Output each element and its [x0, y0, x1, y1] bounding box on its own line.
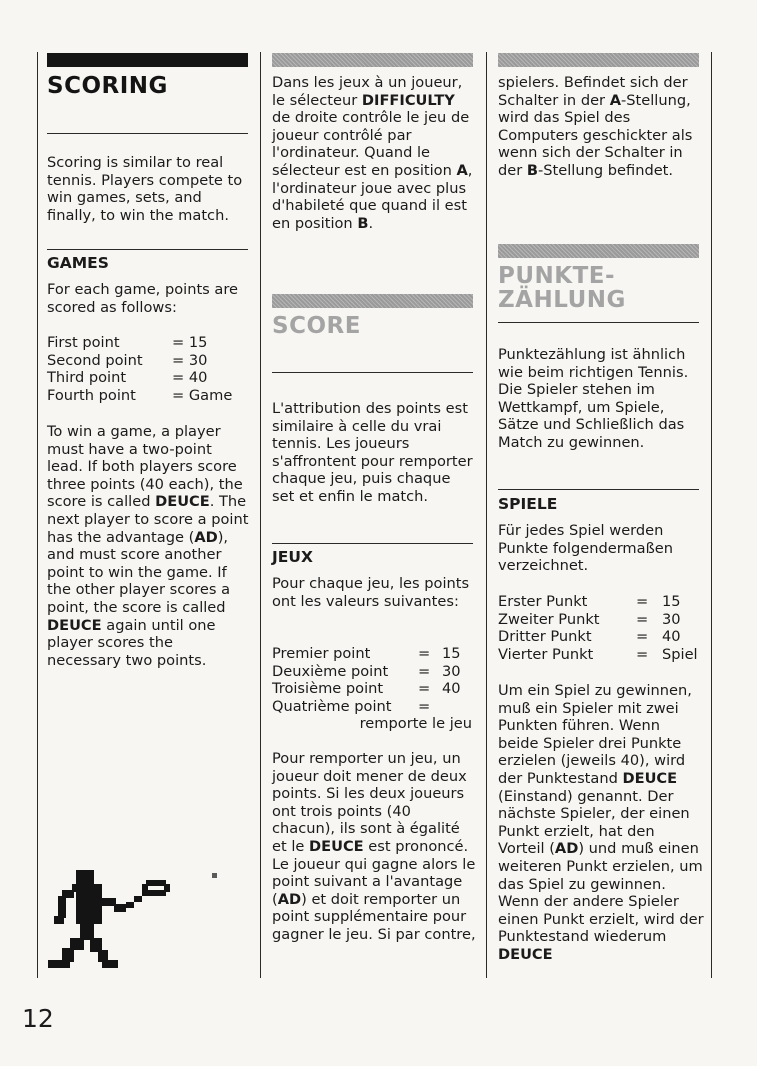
text-run: -Stellung, wird das Spiel des Computers geschickter als wenn sich der Schalter in der	[498, 91, 693, 179]
english-points-table	[47, 334, 253, 404]
points-row-eq: =	[636, 610, 649, 628]
spiele-rule	[498, 489, 699, 490]
text-run: .	[368, 214, 374, 232]
jeux-rule	[272, 543, 473, 544]
points-row-value: = 30	[172, 351, 208, 369]
points-row-label: Dritter Punkt	[498, 628, 592, 646]
german-title-rule	[498, 322, 699, 323]
text-run: ) und muß einen weiteren Punkt erzielen, um das Spiel zu gewinnen. Wenn der andere Spieler einen Punkt erzielt, wird der Punktestand wiederum	[498, 840, 704, 946]
text-run: . The next player to score a point has the advantage (	[47, 493, 249, 546]
text-run: Dans les jeux à un joueur, le sélecteur	[272, 74, 463, 109]
points-row-label: Erster Punkt	[498, 593, 588, 610]
points-row-eq: =	[636, 645, 649, 663]
term-a: A	[456, 161, 468, 179]
points-row-eq: =	[418, 662, 431, 680]
german-continuation	[498, 74, 704, 180]
german-rules	[498, 682, 704, 964]
jeux-heading: JEUX	[272, 548, 313, 566]
points-row-value: Spiel	[662, 645, 698, 663]
tennis-player-illustration	[46, 868, 221, 978]
spiele-intro: Für jedes Spiel werden Punkte folgendermaßen verzeichnet.	[498, 522, 674, 575]
points-row-label: Third point	[47, 369, 127, 387]
text-run: -Stellung befindet.	[538, 161, 674, 179]
english-intro: Scoring is similar to real tennis. Players compete to win games, sets, and finally, to win the match.	[47, 154, 243, 224]
points-row-value: 30	[662, 610, 681, 628]
text-run: (Einstand) genannt. Der nächste Spieler, der einen Punkt erzielt, hat den Vorteil (	[498, 787, 690, 858]
text-run: , l'ordinateur joue avec plus d'habileté que quand il est en position	[272, 161, 473, 232]
term-deuce: DEUCE	[498, 945, 553, 963]
points-row-label: Quatrième point	[272, 697, 392, 715]
english-title-rule	[47, 133, 248, 134]
column-divider-right	[711, 52, 712, 978]
points-row-label: Second point	[47, 351, 143, 369]
french-points-table	[272, 645, 472, 715]
french-continuation	[272, 74, 476, 232]
spiele-heading: SPIELE	[498, 495, 558, 513]
term-ad: AD	[277, 890, 302, 908]
points-row-label: Fourth point	[47, 386, 136, 404]
points-row-value	[442, 698, 472, 716]
points-row-eq: =	[418, 680, 431, 698]
term-deuce: DEUCE	[309, 837, 364, 855]
column-divider-1	[260, 52, 261, 978]
points-row-value: = 40	[172, 369, 208, 387]
points-row-eq: =	[636, 593, 649, 610]
points-row-value: = 15	[172, 334, 208, 351]
games-intro: For each game, points are scored as follows:	[47, 281, 239, 316]
jeux-intro: Pour chaque jeu, les points ont les valeurs suivantes:	[272, 575, 470, 610]
games-heading: GAMES	[47, 254, 109, 272]
term-deuce: DEUCE	[622, 769, 678, 787]
term-deuce: DEUCE	[155, 493, 210, 511]
points-row-value: 40	[442, 680, 461, 698]
term-ad: AD	[554, 840, 579, 858]
points-row-eq: =	[418, 645, 431, 662]
section-bar-english	[47, 53, 248, 67]
text-run: de droite contrôle le jeu de joueur contrôlé par l'ordinateur. Quand le sélecteur est en position	[272, 109, 470, 179]
french-intro: L'attribution des points est similaire à celle du vrai tennis. Les joueurs s'affrontent pour remporter chaque jeu, puis chaque set et enfin le match.	[272, 400, 473, 505]
term-difficulty: DIFFICULTY	[361, 91, 455, 109]
german-title-line: PUNKTE-	[498, 263, 616, 289]
section-bar-german	[498, 244, 699, 258]
column-divider-2	[486, 52, 487, 978]
german-intro: Punktezählung ist ähnlich wie beim richtigen Tennis. Die Spieler stehen im Wettkampf, um Spiele, Sätze und Schließlich das Match zu gewinnen.	[498, 346, 689, 451]
games-rule	[47, 249, 248, 250]
points-row-value: 15	[662, 593, 681, 610]
points-row-eq: =	[418, 697, 431, 715]
points-row-value: 15	[442, 645, 461, 662]
text-run: est prononcé. Le joueur qui gagne alors le point suivant a l'avantage (	[272, 837, 476, 908]
points-row-label: Zweiter Punkt	[498, 610, 600, 628]
text-run: ), and must score another point to win the game. If the other player scores a point, the score is called	[47, 528, 231, 616]
points-row-value: = Game	[172, 386, 233, 404]
text-run: again until one player scores the necessary two points.	[47, 616, 216, 669]
points-row-label: Troisième point	[272, 680, 384, 698]
french-rules	[272, 750, 476, 944]
text-run: Pour remporter un jeu, un joueur doit mener de deux points. Si les deux joueurs ont trois points (40 chacun), ils sont à égalité et le	[272, 750, 467, 855]
column-divider-left	[37, 52, 38, 978]
english-rules	[47, 423, 251, 669]
text-run: To win a game, a player must have a two-point lead. If both players score three points (40 each), the score is called	[47, 423, 243, 511]
section-bar-french-top	[272, 53, 473, 67]
points-row-label: Premier point	[272, 645, 371, 662]
points-row-label: Vierter Punkt	[498, 645, 594, 663]
points-row-value: 30	[442, 662, 461, 680]
french-title-rule	[272, 372, 473, 373]
page-number: 12	[22, 1004, 54, 1033]
term-a: A	[609, 91, 621, 109]
text-run: ) et doit remporter un point supplémentaire pour gagner le jeu. Si par contre,	[272, 890, 476, 943]
text-run: spielers. Befindet sich der Schalter in der	[498, 74, 688, 109]
term-b: B	[357, 214, 369, 232]
french-title: SCORE	[272, 313, 361, 339]
english-title: SCORING	[47, 73, 168, 99]
term-b: B	[526, 161, 539, 179]
german-title-line: ZÄHLUNG	[498, 287, 626, 313]
points-row-label: First point	[47, 334, 120, 351]
points-row-value: 40	[662, 628, 681, 646]
german-title	[498, 264, 626, 312]
ball-icon	[212, 873, 217, 878]
text-run: Um ein Spiel zu gewinnen, muß ein Spieler mit zwei Punkten führen. Wenn beide Spieler drei Punkte erzielen (jeweils 40), wird der Punktestand	[498, 682, 692, 787]
points-row-label: Deuxième point	[272, 662, 389, 680]
term-ad: AD	[194, 528, 218, 546]
points-row-eq: =	[636, 628, 649, 646]
term-deuce: DEUCE	[47, 616, 102, 634]
section-bar-french	[272, 294, 473, 308]
german-points-table	[498, 593, 702, 663]
section-bar-german-top	[498, 53, 699, 67]
french-remporte: remporte le jeu	[359, 715, 472, 732]
